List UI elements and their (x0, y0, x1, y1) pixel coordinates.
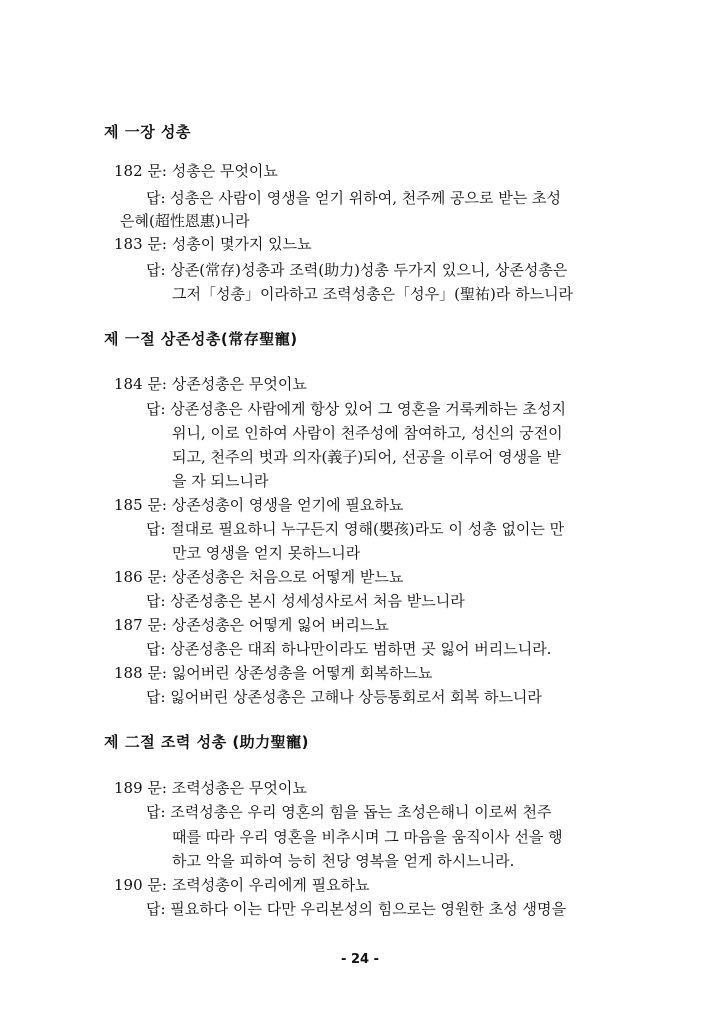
answer-184-line4: 을 자 되느니라 (172, 472, 269, 490)
answer-184-line3: 되고, 천주의 벗과 의자(義子)되어, 선공을 이루어 영생을 받 (172, 448, 561, 466)
answer-184-line1: 답: 상존성총은 사람에게 항상 있어 그 영혼을 거룩케하는 초성지 (146, 400, 566, 418)
question-183: 183 문: 성총이 몇가지 있느뇨 (114, 235, 312, 253)
question-186: 186 문: 상존성총은 처음으로 어떻게 받느뇨 (114, 568, 404, 586)
answer-183-line1: 답: 상존(常存)성총과 조력(助力)성총 두가지 있으니, 상존성총은 (146, 261, 568, 279)
section-heading-2: 제 二절 조력 성총 (助力聖寵) (104, 733, 310, 751)
answer-190-line1: 답: 필요하다 이는 다만 우리본성의 힘으로는 영원한 초성 생명을 (146, 900, 566, 918)
question-189: 189 문: 조력성총은 무엇이뇨 (114, 779, 307, 797)
answer-188: 답: 잃어버린 상존성총은 고해나 상등통회로서 회복 하느니라 (146, 688, 542, 706)
answer-182-line1: 답: 성총은 사람이 영생을 얻기 위하여, 천주께 공으로 받는 초성 (146, 189, 561, 207)
question-188: 188 문: 잃어버린 상존성총을 어떻게 회복하느뇨 (114, 664, 433, 682)
answer-185-line1: 답: 절대로 필요하니 누구든지 영해(嬰孩)라도 이 성총 없이는 만 (146, 520, 565, 538)
answer-189-line3: 하고 악을 피하여 능히 천당 영복을 얻게 하시느니라. (172, 852, 515, 870)
question-184: 184 문: 상존성총은 무엇이뇨 (114, 375, 307, 393)
page-number: - 24 - (341, 952, 379, 967)
answer-185-line2: 만코 영생을 얻지 못하느니라 (172, 544, 361, 562)
answer-186: 답: 상존성총은 본시 성세성사로서 처음 받느니라 (146, 592, 465, 610)
chapter-heading: 제 一장 성총 (104, 123, 191, 141)
question-187: 187 문: 상존성총은 어떻게 잃어 버리느뇨 (114, 616, 389, 634)
section-heading-1: 제 一절 상존성총(常存聖寵) (104, 330, 298, 348)
question-190: 190 문: 조력성총이 우리에게 필요하뇨 (114, 876, 370, 894)
question-185: 185 문: 상존성총이 영생을 얻기에 필요하뇨 (114, 496, 404, 514)
answer-189-line2: 때를 따라 우리 영혼을 비추시며 그 마음을 움직이사 선을 행 (172, 828, 563, 846)
answer-184-line2: 위니, 이로 인하여 사람이 천주성에 참여하고, 성신의 궁전이 (172, 424, 563, 442)
answer-189-line1: 답: 조력성총은 우리 영혼의 힘을 돕는 초성은해니 이로써 천주 (146, 803, 552, 821)
answer-183-line2: 그저「성총」이라하고 조력성총은「성우」(聖祐)라 하느니라 (172, 285, 574, 303)
answer-187: 답: 상존성총은 대죄 하나만이라도 범하면 곳 잃어 버리느니라. (146, 640, 552, 658)
question-182: 182 문: 성총은 무엇이뇨 (114, 162, 278, 180)
answer-182-line2: 은혜(超性恩惠)니라 (120, 212, 250, 230)
